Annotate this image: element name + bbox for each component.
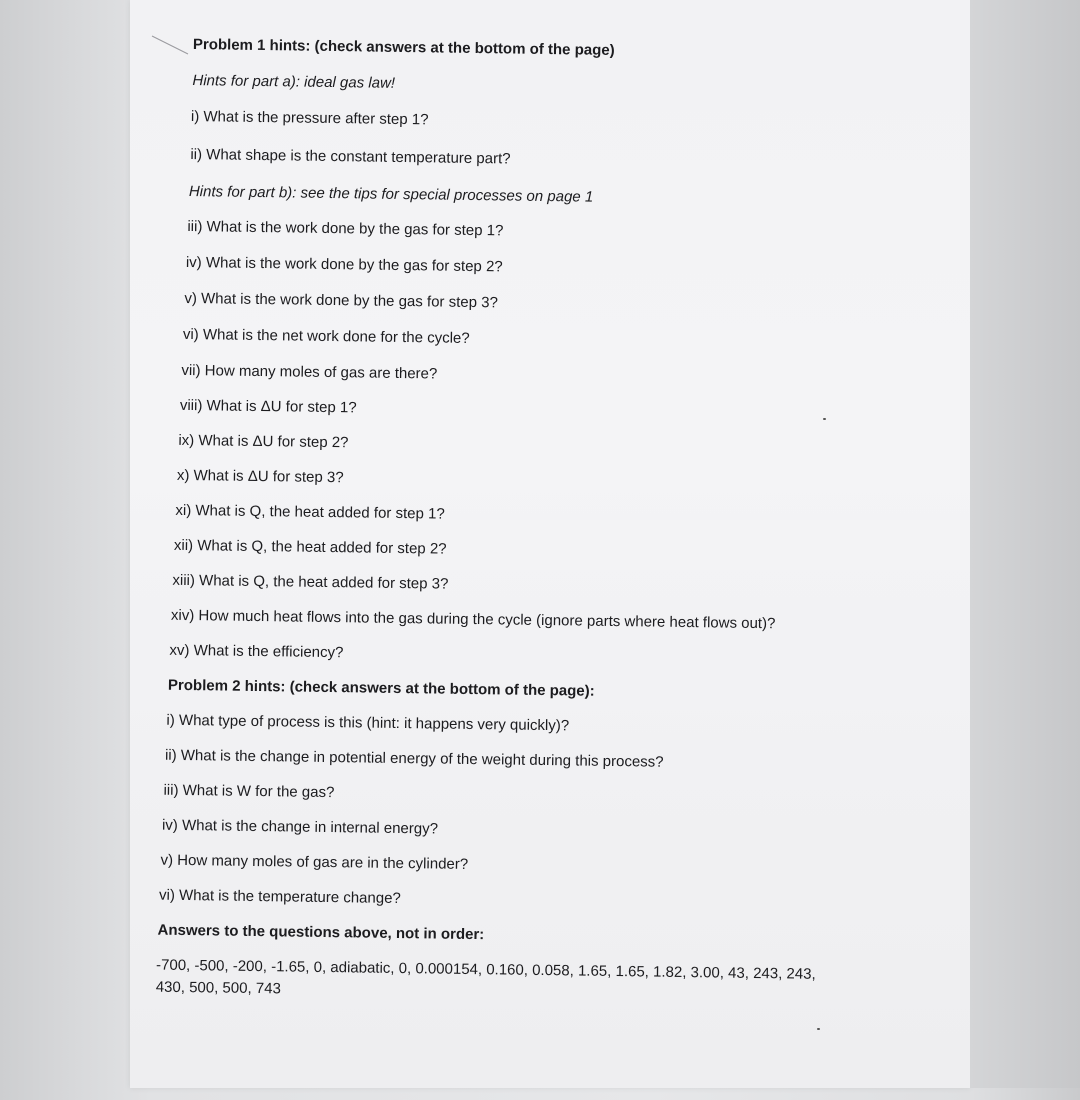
- problem2-question: i) What type of process is this (hint: it happens very quickly)?: [166, 711, 570, 735]
- problem1-question: v) What is the work done by the gas for step 3?: [184, 289, 498, 312]
- problem1-question: vi) What is the net work done for the cycle?: [182, 325, 470, 347]
- problem1-question: vii) How many moles of gas are there?: [181, 361, 438, 383]
- answers-list: -700, -500, -200, -1.65, 0, adiabatic, 0, 0.000154, 0.160, 0.058, 1.65, 1.65, 1.82, 3.00, 43, 243, 243, 430, 500, 500, 743: [155, 956, 816, 998]
- problem1-question: x) What is ΔU for step 3?: [176, 466, 344, 487]
- paper-speck: [817, 1028, 820, 1030]
- answers-heading: Answers to the questions above, not in order:: [157, 921, 485, 944]
- problem2-question: vi) What is the temperature change?: [158, 886, 401, 908]
- problem1-question: xiii) What is Q, the heat added for step 3?: [172, 571, 449, 593]
- problem1-heading: Problem 1 hints: (check answers at the bottom of the page): [192, 36, 615, 59]
- problem1-question: iii) What is the work done by the gas for step 1?: [187, 217, 504, 240]
- problem1-question: viii) What is ΔU for step 1?: [179, 396, 357, 417]
- problem1-question: xiv) How much heat flows into the gas during the cycle (ignore parts where heat flows out)?: [170, 606, 776, 633]
- problem1-question: xi) What is Q, the heat added for step 1?: [175, 501, 445, 523]
- problem2-question: ii) What is the change in potential energy of the weight during this process?: [164, 746, 664, 771]
- problem1-question: i) What is the pressure after step 1?: [190, 108, 429, 129]
- paper-speck: [823, 418, 826, 420]
- problem1-question: ix) What is ΔU for step 2?: [178, 431, 349, 452]
- problem2-question: iii) What is W for the gas?: [163, 781, 335, 802]
- problem2-heading: Problem 2 hints: (check answers at the bottom of the page):: [167, 676, 595, 700]
- problem2-question: iv) What is the change in internal energy?: [161, 816, 439, 838]
- problem1-hint-a: Hints for part a): ideal gas law!: [192, 72, 396, 92]
- problem1-question: xv) What is the efficiency?: [169, 641, 344, 662]
- problem1-question: xii) What is Q, the heat added for step 2?: [173, 536, 447, 558]
- problem2-question: v) How many moles of gas are in the cylinder?: [160, 851, 469, 873]
- problem1-question: ii) What shape is the constant temperature part?: [190, 146, 511, 168]
- problem1-hint-b: Hints for part b): see the tips for special processes on page 1: [188, 183, 594, 206]
- problem1-question: iv) What is the work done by the gas for step 2?: [185, 253, 503, 276]
